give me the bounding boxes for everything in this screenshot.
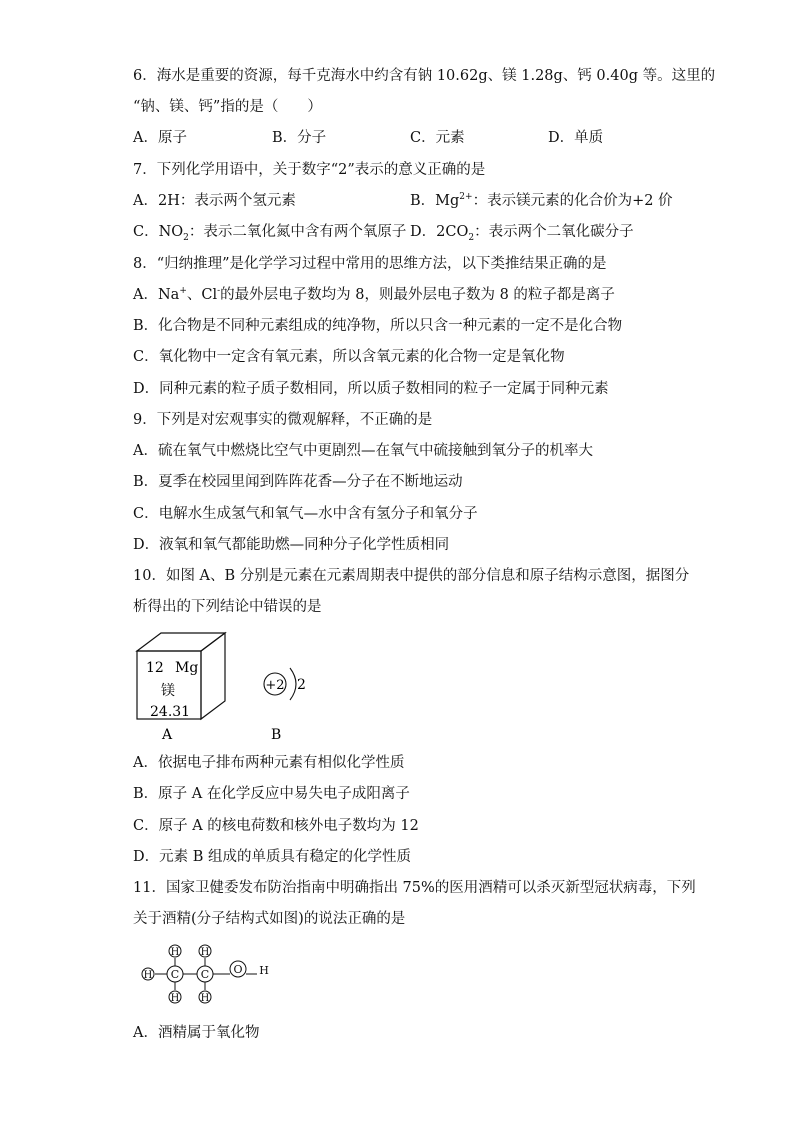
q6-option-a: A．原子 — [133, 130, 187, 146]
q10-stem-line1: 10．如图 A、B 分别是元素在元素周期表中提供的部分信息和原子结构示意图，据图分 — [133, 568, 690, 584]
atom-h-hydroxyl: H — [259, 964, 269, 977]
element-symbol: Mg — [175, 660, 199, 676]
q7-stem: 7．下列化学用语中，关于数字“2”表示的意义正确的是 — [133, 162, 486, 178]
q9-stem: 9．下列是对宏观事实的微观解释，不正确的是 — [133, 412, 433, 428]
q11-stem-line2: 关于酒精(分子结构式如图)的说法正确的是 — [133, 911, 406, 927]
q8-stem: 8．“归纳推理”是化学学习过程中常用的思维方法，以下类推结果正确的是 — [133, 256, 607, 272]
q8-option-a: A．Na+、Cl-的最外层电子数均为 8，则最外层电子数为 8 的粒子都是离子 — [133, 286, 615, 303]
q7-option-d: D．$2CO_2$：表示两个二氧化碳分子 — [410, 224, 634, 243]
figure-label-a: A — [162, 727, 173, 743]
atom-c1: C — [170, 968, 180, 981]
q10-figure — [130, 628, 340, 748]
shell-electrons: 2 — [297, 677, 306, 693]
electron-shell-arc — [290, 668, 296, 700]
q6-option-c: C．元素 — [410, 130, 465, 146]
q6-stem-line2: “钠、镁、钙”指的是（ ） — [133, 99, 322, 115]
q8-option-b: B．化合物是不同种元素组成的纯净物，所以只含一种元素的一定不是化合物 — [133, 318, 623, 334]
q6-option-d: D．单质 — [548, 130, 604, 146]
q6-stem-line1: 6．海水是重要的资源，每千克海水中约含有钠 10.62g、镁 1.28g、钙 0.40g 等。这里的 — [133, 68, 716, 84]
atom-h-left: H — [143, 970, 153, 981]
q9-option-b: B．夏季在校园里闻到阵阵花香—分子在不断地运动 — [133, 474, 463, 490]
element-name: 镁 — [161, 683, 175, 699]
atom-h-c2-bottom: H — [200, 993, 210, 1004]
atom-o: O — [233, 963, 243, 976]
q11-option-a: A．酒精属于氧化物 — [133, 1025, 260, 1041]
q9-option-d: D．液氧和氧气都能助燃—同种分子化学性质相同 — [133, 537, 450, 553]
q6-option-b: B．分子 — [272, 130, 327, 146]
q7-option-b: B．$Mg^{2+}$：表示镁元素的化合价为+2 价 — [410, 192, 673, 209]
figure-label-b: B — [271, 727, 282, 743]
q7-option-c: C．$NO_2$：表示二氧化氮中含有两个氧原子 — [133, 224, 407, 243]
q9-option-c: C．电解水生成氢气和氧气—水中含有氢分子和氧分子 — [133, 506, 478, 522]
ethanol-structure-figure — [135, 938, 280, 1010]
element-mass: 24.31 — [150, 704, 191, 720]
q9-option-a: A．硫在氧气中燃烧比空气中更剧烈—在氧气中硫接触到氧分子的机率大 — [133, 443, 593, 459]
q7-option-a: A．2H：表示两个氢元素 — [133, 193, 296, 209]
q10-stem-line2: 析得出的下列结论中错误的是 — [133, 599, 322, 615]
q10-option-b: B．原子 A 在化学反应中易失电子成阳离子 — [133, 786, 410, 802]
q10-option-c: C．原子 A 的核电荷数和核外电子数均为 12 — [133, 818, 419, 834]
q8-option-c: C．氧化物中一定含有氧元素，所以含氧元素的化合物一定是氧化物 — [133, 349, 565, 365]
element-number: 12 — [146, 660, 164, 676]
atom-c2: C — [200, 968, 210, 981]
atom-h-c1-top: H — [170, 947, 180, 958]
atom-h-c2-top: H — [200, 947, 210, 958]
q10-option-a: A．依据电子排布两种元素有相似化学性质 — [133, 755, 405, 771]
q8-option-d: D．同种元素的粒子质子数相同，所以质子数相同的粒子一定属于同种元素 — [133, 381, 609, 397]
nucleus-charge: +2 — [265, 678, 285, 693]
atom-h-c1-bottom: H — [170, 993, 180, 1004]
q10-option-d: D．元素 B 组成的单质具有稳定的化学性质 — [133, 849, 411, 865]
q11-stem-line1: 11．国家卫健委发布防治指南中明确指出 75%的医用酒精可以杀灭新型冠状病毒，下列 — [133, 880, 696, 896]
